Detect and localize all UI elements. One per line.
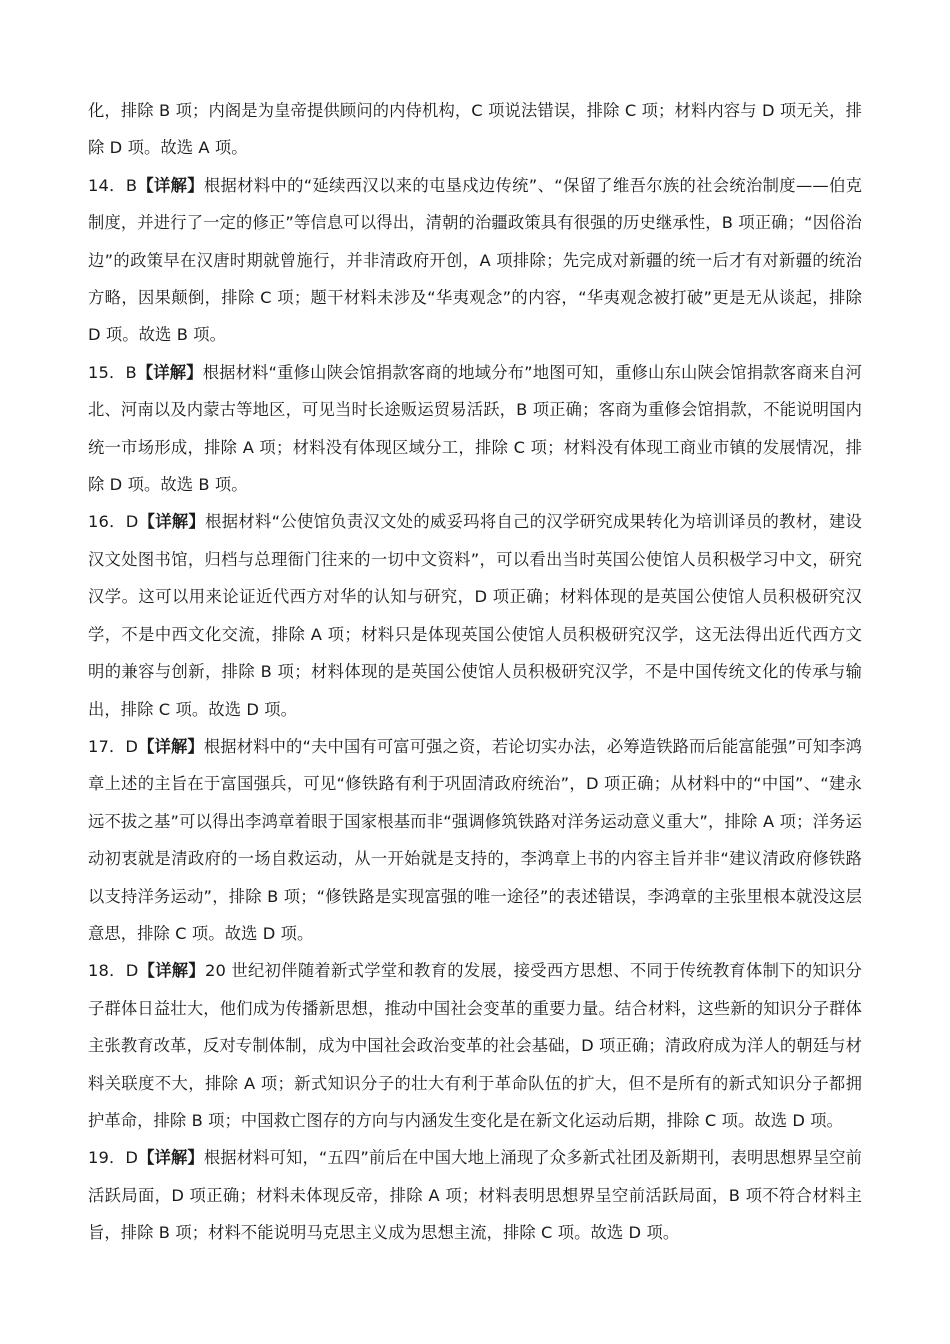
explanation-text: 根据材料中的“延续西汉以来的屯垦戍边传统”、“保留了维吾尔族的社会统治制度——伯克制度，并进行了一定的修正”等信息可以得出，清朝的治疆政策具有很强的历史继承性，B 项正确；“因俗治边”的政策早在汉唐时期就曾施行，并非清政府开创，A 项排除；先完成对新疆的统一后才有对新疆的统治方略，因果颠倒，排除 C 项；题干材料未涉及“华夷观念”的内容，“华夷观念被打破”更是无从谈起，排除 D 项。故选 B 项。	[88, 175, 862, 345]
question-number: 19．	[88, 1148, 126, 1168]
intro-text: 化，排除 B 项；内阁是为皇帝提供顾问的内侍机构，C 项说法错误，排除 C 项；材料内容与 D 项无关，排除 D 项。故选 A 项。	[88, 101, 862, 158]
answer-letter: D	[125, 1148, 139, 1168]
detail-tag: 【详解】	[138, 512, 206, 532]
detail-tag: 【详解】	[138, 736, 204, 756]
question-number: 18．	[88, 961, 126, 981]
explanation-text: 根据材料“重修山陕会馆捐款客商的地域分布”地图可知，重修山东山陕会馆捐款客商来自河北、河南以及内蒙古等地区，可见当时长途贩运贸易活跃，B 项正确；客商为重修会馆捐款，不能说明国内统一市场形成，排除 A 项；材料没有体现区域分工，排除 C 项；材料没有体现工商业市镇的发展情况，排除 D 项。故选 B 项。	[88, 362, 862, 495]
answer-item-14	[88, 167, 862, 354]
answer-item-19	[88, 1139, 862, 1251]
answer-item-18	[88, 952, 862, 1139]
detail-tag: 【详解】	[137, 175, 204, 195]
explanation-text: 根据材料可知，“五四”前后在中国大地上涌现了众多新式社团及新期刊，表明思想界呈空前活跃局面，D 项正确；材料未体现反帝，排除 A 项；材料表明思想界呈空前活跃局面，B 项不符合材料主旨，排除 B 项；材料不能说明马克思主义成为思想主流，排除 C 项。故选 D 项。	[88, 1148, 862, 1243]
question-number: 15．	[88, 362, 126, 382]
detail-tag: 【详解】	[138, 1148, 204, 1168]
question-number: 16．	[88, 512, 126, 532]
intro-paragraph	[88, 92, 862, 167]
question-number: 14．	[88, 175, 126, 195]
explanation-text: 根据材料中的“夫中国有可富可强之资，若论切实办法，必筹造铁路而后能富能强”可知李鸿章上述的主旨在于富国强兵，可见“修铁路有利于巩固清政府统治”，D 项正确；从材料中的“中国”、“建永远不拔之基”可以得出李鸿章着眼于国家根基而非“强调修筑铁路对洋务运动意义重大”，排除 A 项；洋务运动初衷就是清政府的一场自救运动，从一开始就是支持的，李鸿章上书的内容主旨并非“建议清政府修铁路以支持洋务运动”，排除 B 项；“修铁路是实现富强的唯一途径”的表述错误，李鸿章的主张里根本就没这层意思，排除 C 项。故选 D 项。	[88, 736, 862, 943]
answer-letter: D	[125, 512, 139, 532]
detail-tag: 【详解】	[136, 362, 203, 382]
answer-item-16	[88, 503, 862, 727]
answer-letter: B	[125, 175, 138, 195]
answer-item-17	[88, 728, 862, 952]
document-page	[88, 92, 862, 1252]
explanation-text: 20 世纪初伴随着新式学堂和教育的发展，接受西方思想、不同于传统教育体制下的知识分子群体日益壮大，他们成为传播新思想，推动中国社会变革的重要力量。结合材料，这些新的知识分子群体主张教育改革，反对专制体制，成为中国社会政治变革的社会基础，D 项正确；清政府成为洋人的朝廷与材料关联度不大，排除 A 项；新式知识分子的壮大有利于革命队伍的扩大，但不是所有的新式知识分子都拥护革命，排除 B 项；中国救亡图存的方向与内涵发生变化是在新文化运动后期，排除 C 项。故选 D 项。	[88, 961, 862, 1130]
answer-letter: D	[125, 736, 139, 756]
explanation-text: 根据材料“公使馆负责汉文处的威妥玛将自己的汉学研究成果转化为培训译员的教材，建设汉文处图书馆，归档与总理衙门往来的一切中文资料”，可以看出当时英国公使馆人员积极学习中文，研究汉学。这可以用来论证近代西方对华的认知与研究，D 项正确；材料体现的是英国公使馆人员积极研究汉学，不是中西文化交流，排除 A 项；材料只是体现英国公使馆人员积极研究汉学，这无法得出近代西方文明的兼容与创新，排除 B 项；材料体现的是英国公使馆人员积极研究汉学，不是中国传统文化的传承与输出，排除 C 项。故选 D 项。	[88, 512, 862, 719]
question-number: 17．	[88, 736, 126, 756]
detail-tag: 【详解】	[138, 961, 206, 981]
answer-letter: D	[125, 961, 139, 981]
answer-item-15	[88, 354, 862, 504]
answer-letter: B	[125, 362, 137, 382]
